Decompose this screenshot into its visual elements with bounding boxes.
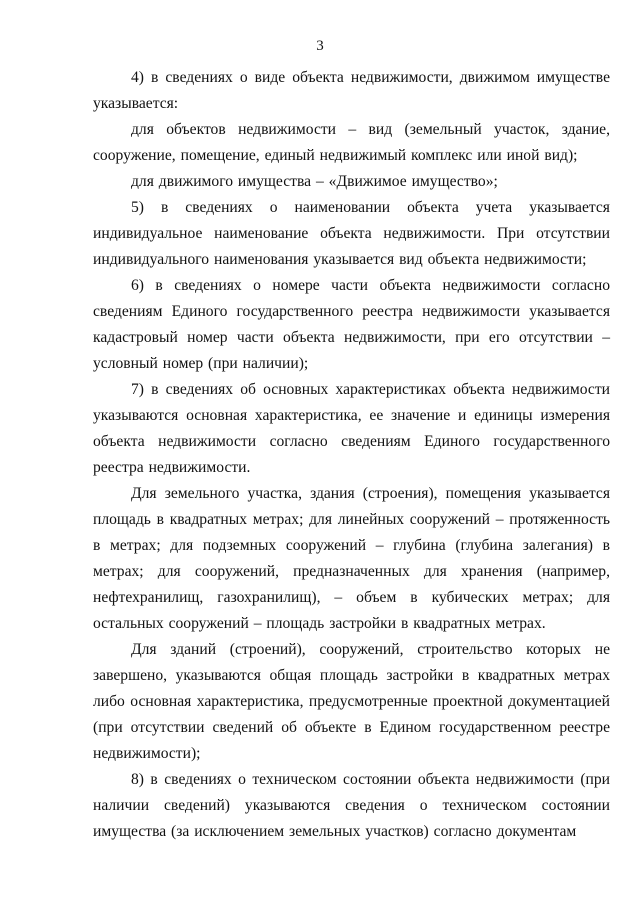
- paragraph-area-measurements: Для земельного участка, здания (строения), помещения указывается площадь в квадратных метрах; для линейных сооружений – протяженность в метрах; для подземных сооружений – глубина (глубина залегания) в метрах; для сооружений, предназначенных для хранения (например, нефтехранилищ, газохранилищ), – объем в кубических метрах; для остальных сооружений – площадь застройки в квадратных метрах.: [93, 485, 610, 632]
- paragraph-unfinished-construction: Для зданий (строений), сооружений, строительство которых не завершено, указываются общая площадь застройки в квадратных метрах либо основная характеристика, предусмотренные проектной документацией (при отсутствии сведений об объекте в Едином государственном реестре недвижимости);: [93, 641, 610, 762]
- page-number: 3: [316, 38, 324, 54]
- paragraph-item-7: 7) в сведениях об основных характеристиках объекта недвижимости указываются основная характеристика, ее значение и единицы измерения объекта недвижимости согласно сведениям Единого государственного реестра недвижимости.: [93, 381, 610, 476]
- paragraph-movable-property: для движимого имущества – «Движимое имущество»;: [131, 173, 498, 190]
- paragraph-item-6: 6) в сведениях о номере части объекта недвижимости согласно сведениям Единого государственного реестра недвижимости указывается кадастровый номер части объекта недвижимости, при его отсутствии – условный номер (при наличии);: [93, 277, 610, 372]
- paragraph-real-estate-type: для объектов недвижимости – вид (земельный участок, здание, сооружение, помещение, единый недвижимый комплекс или иной вид);: [93, 121, 610, 164]
- paragraph-item-5: 5) в сведениях о наименовании объекта учета указывается индивидуальное наименование объекта недвижимости. При отсутствии индивидуального наименования указывается вид объекта недвижимости;: [93, 199, 610, 268]
- document-body: [93, 65, 610, 845]
- paragraph-item-8: 8) в сведениях о техническом состоянии объекта недвижимости (при наличии сведений) указываются сведения о техническом состоянии имущества (за исключением земельных участков) согласно документам: [93, 771, 610, 840]
- paragraph-item-4: 4) в сведениях о виде объекта недвижимости, движимом имуществе указывается:: [93, 69, 610, 112]
